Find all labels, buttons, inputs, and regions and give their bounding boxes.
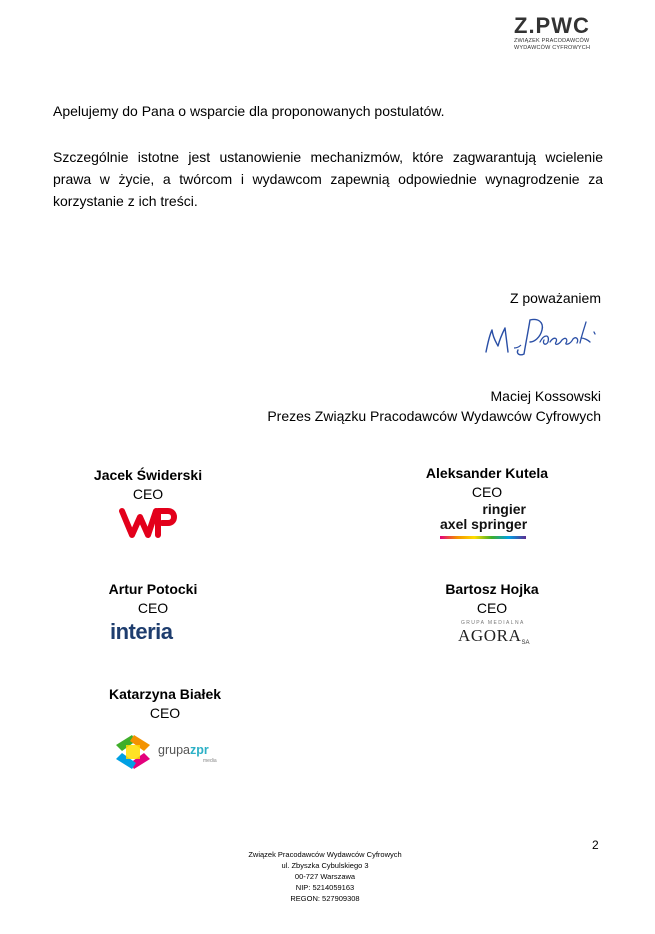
body-paragraph-1: Apelujemy do Pana o wsparcie dla proponowanych postulatów. <box>53 103 445 119</box>
ringier-text: ringier <box>482 501 526 517</box>
signatory-name: Artur Potocki <box>108 581 198 597</box>
footer-line-1: Związek Pracodawców Wydawców Cyfrowych <box>248 850 402 859</box>
axel-springer-text: axel springer <box>440 516 528 532</box>
signatory-name: Aleksander Kutela <box>425 465 549 481</box>
footer-address <box>200 849 450 904</box>
interia-text: interia <box>110 619 173 644</box>
zpr-media-text: media <box>203 758 217 764</box>
closing-greeting: Z poważaniem <box>509 290 601 306</box>
zpwc-logo-line1: ZWIĄZEK PRACODAWCÓW <box>514 38 590 44</box>
signatory-role: CEO <box>476 600 508 616</box>
footer-line-3: 00-727 Warszawa <box>294 872 356 881</box>
grupa-text: grupa <box>158 743 190 757</box>
handwritten-signature <box>480 312 605 362</box>
wp-logo <box>118 505 180 541</box>
signer-title: Prezes Związku Pracodawców Wydawców Cyfrowych <box>267 408 601 424</box>
signatory-4 <box>425 580 559 618</box>
signatory-name: Katarzyna Białek <box>108 686 222 702</box>
signatory-role: CEO <box>132 486 164 502</box>
signatory-5 <box>100 685 230 723</box>
body-paragraph-2: Szczególnie istotne jest ustanowienie mechanizmów, które zagwarantują wcielenie prawa w życie, a twórcom i wydawcom zapewnią odpowiednie wynagrodzenie za korzystanie z ich treści. <box>53 149 603 209</box>
signatory-role: CEO <box>471 484 503 500</box>
signatory-1 <box>83 466 213 504</box>
grupa-zpr-logo <box>112 731 222 773</box>
footer-line-2: ul. Zbyszka Cybulskiego 3 <box>281 861 369 870</box>
signatory-role: CEO <box>149 705 181 721</box>
rainbow-bar <box>440 536 526 539</box>
signatory-2 <box>412 464 562 502</box>
signatory-role: CEO <box>137 600 169 616</box>
footer-line-5: REGON: 527909308 <box>290 894 360 903</box>
interia-logo <box>110 618 196 646</box>
agora-tagline: GRUPA MEDIALNA <box>461 620 525 626</box>
agora-logo <box>458 620 540 648</box>
zpwc-logo <box>514 14 604 58</box>
signatory-name: Bartosz Hojka <box>445 581 539 597</box>
footer-line-4: NIP: 5214059163 <box>295 883 355 892</box>
signatory-name: Jacek Świderski <box>93 467 203 483</box>
agora-text: AGORA <box>458 626 522 645</box>
signer-name: Maciej Kossowski <box>490 388 601 404</box>
zpwc-logo-mark: Z.PWC <box>514 13 590 38</box>
zpr-text <box>158 743 209 757</box>
agora-sa: SA <box>521 640 530 646</box>
page-number: 2 <box>592 838 599 852</box>
zpwc-logo-line2: WYDAWCÓW CYFROWYCH <box>514 45 591 51</box>
signatory-3 <box>93 580 213 618</box>
zpr-emblem-icon <box>112 731 154 773</box>
ringier-axel-springer-logo <box>440 502 530 544</box>
zpr-bold-text: zpr <box>189 743 209 757</box>
